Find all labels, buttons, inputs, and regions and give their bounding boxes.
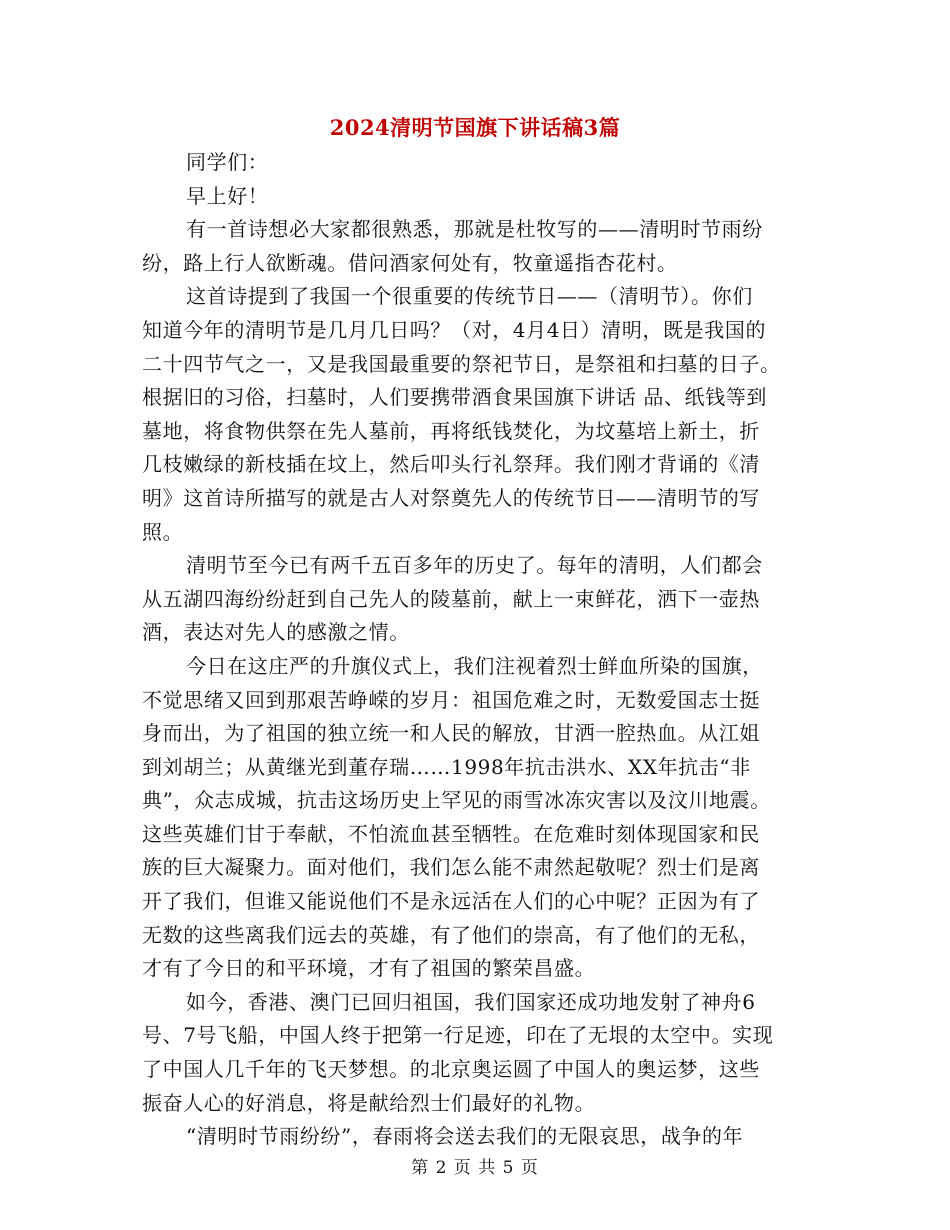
body-line: 根据旧的习俗，扫墓时，人们要携带酒食果国旗下讲话 品、纸钱等到 [142,385,767,410]
body-line: 知道今年的清明节是几月几日吗？（对，4月4日）清明，既是我国的 [142,317,767,342]
document-body [142,146,804,1154]
body-line: 纷，路上行人欲断魂。借问酒家何处有，牧童遥指杏花村。 [142,250,678,275]
body-line: 这首诗提到了我国一个很重要的传统节日——（清明节）。你们 [186,284,753,309]
body-line: 典”，众志成城，抗击这场历史上罕见的雨雪冰冻灾害以及汶川地震。 [142,788,771,813]
body-line: 照。 [142,519,184,544]
body-line: 号、7号飞船，中国人终于把第一行足迹，印在了无垠的太空中。实现 [142,1023,774,1048]
body-line: 几枝嫩绿的新枝插在坟上，然后叩头行礼祭拜。我们刚才背诵的《清 [142,452,760,477]
body-line: 今日在这庄严的升旗仪式上，我们注视着烈士鲜血所染的国旗， [186,653,763,678]
body-line: 从五湖四海纷纷赶到自己先人的陵墓前，献上一束鲜花，洒下一壶热 [142,586,760,611]
body-line: 如今，香港、澳门已回归祖国，我们国家还成功地发射了神舟6 [186,989,756,1014]
body-line: 清明节至今已有两千五百多年的历史了。每年的清明，人们都会 [186,553,763,578]
body-line: 有一首诗想必大家都很熟悉，那就是杜牧写的——清明时节雨纷 [186,217,763,242]
body-line: 才有了今日的和平环境，才有了祖国的繁荣昌盛。 [142,956,596,981]
body-line: 不觉思绪又回到那艰苦峥嵘的岁月：祖国危难之时，无数爱国志士挺 [142,687,760,712]
greeting: 早上好！ [186,183,269,208]
body-line: 墓地，将食物供祭在先人墓前，再将纸钱焚化，为坟墓培上新土，折 [142,418,760,443]
body-line: 酒，表达对先人的感激之情。 [142,620,410,645]
body-line: 族的巨大凝聚力。面对他们，我们怎么能不肃然起敬呢？烈士们是离 [142,855,760,880]
body-line: 到刘胡兰；从黄继光到董存瑞……1998年抗击洪水、XX年抗击“非 [142,754,751,779]
body-line: 身而出，为了祖国的独立统一和人民的解放，甘洒一腔热血。从江姐 [142,721,760,746]
body-line: 这些英雄们甘于奉献，不怕流血甚至牺牲。在危难时刻体现国家和民 [142,821,760,846]
body-line: 无数的这些离我们远去的英雄，有了他们的崇高，有了他们的无私， [142,922,760,947]
body-line: “清明时节雨纷纷”，春雨将会送去我们的无限哀思，战争的年 [186,1124,744,1149]
page-number-footer: 第 2 页 共 5 页 [411,1158,539,1178]
salutation: 同学们： [186,150,269,174]
document-title: 2024清明节国旗下讲话稿3篇 [329,115,621,140]
body-line: 二十四节气之一，又是我国最重要的祭祀节日，是祭祖和扫墓的日子。 [142,351,781,376]
body-line: 开了我们，但谁又能说他们不是永远活在人们的心中呢？正因为有了 [142,889,760,914]
body-line: 了中国人几千年的飞天梦想。的北京奥运圆了中国人的奥运梦，这些 [142,1057,760,1082]
body-line: 振奋人心的好消息，将是献给烈士们最好的礼物。 [142,1090,596,1115]
body-line: 明》这首诗所描写的就是古人对祭奠先人的传统节日——清明节的写 [142,485,760,510]
